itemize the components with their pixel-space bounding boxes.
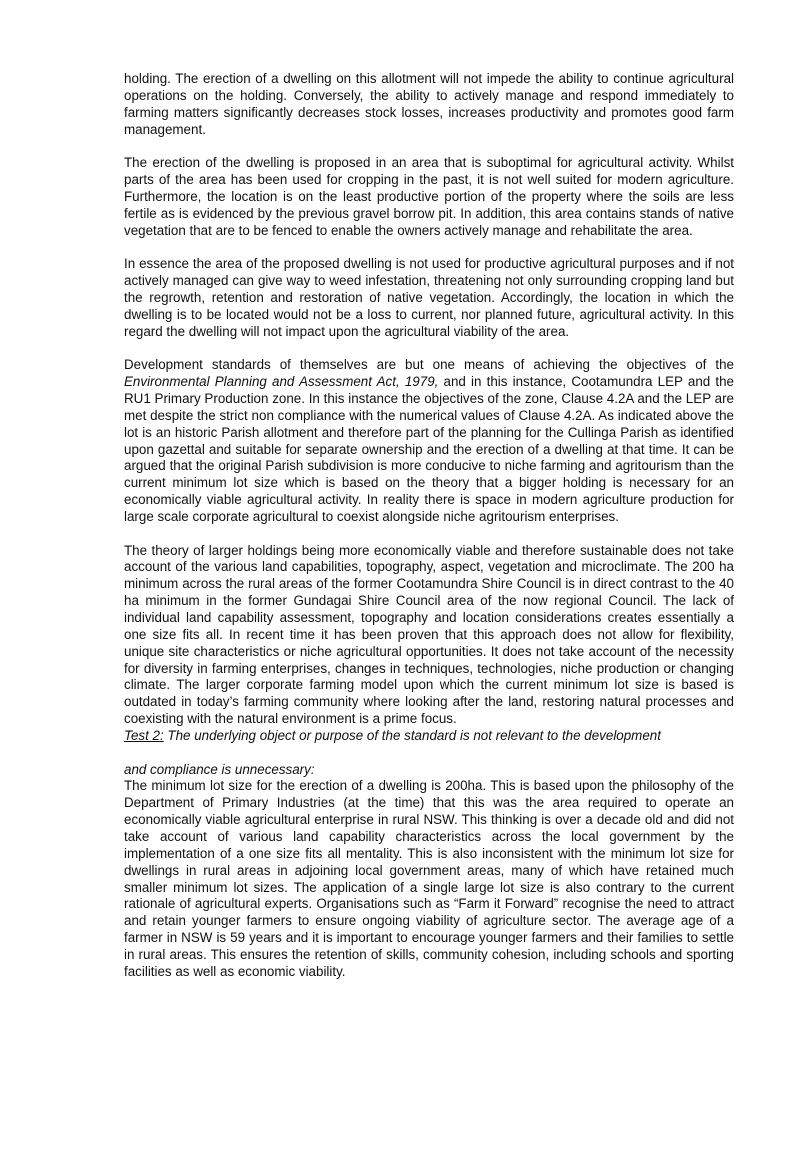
act-title: Environmental Planning and Assessment Act, 1979,	[124, 374, 439, 390]
standards-text-after: and in this instance, Cootamundra LEP and the RU1 Primary Production zone. In this instance the objectives of the zone, Clause 4.2A and the LEP are met despite the strict non compliance with the numerical values of Clause 4.2A. As indicated above the lot is an historic Parish allotment and therefore part of the planning for the Cullinga Parish as identified upon gazettal and suitable for separate ownership and the erection of a dwelling at that time. It can be argued that the original Parish subdivision is more conducive to niche farming and agritourism than the current minimum lot size which is based on the theory that a bigger holding is necessary for an economically viable agricultural activity. In reality there is space in modern agriculture production for large scale corporate agricultural to coexist alongside niche agritourism enterprises.	[124, 374, 735, 524]
paragraph-holding: holding. The erection of a dwelling on this allotment will not impede the ability to continue agricultural operations on the holding. Conversely, the ability to actively manage and respond immediately to farming matters significantly decreases stock losses, increases productivity and promotes good farm management.	[124, 71, 734, 137]
paragraph-essence: In essence the area of the proposed dwelling is not used for productive agricultural purposes and if not actively managed can give way to weed infestation, threatening not only surrounding cropping land but the regrowth, retention and restoration of native vegetation. Accordingly, the location in which the dwelling is to be located would not be a loss to current, nor planned future, agricultural activity. In this regard the dwelling will not impact upon the agricultural viability of the area.	[124, 256, 734, 339]
test-2-line-1: The underlying object or purpose of the standard is not relevant to the development	[163, 727, 661, 743]
test-2-line-2: and compliance is unnecessary:	[124, 761, 315, 777]
paragraph-development-standards	[124, 357, 734, 525]
test-2-heading	[124, 728, 734, 779]
paragraph-suboptimal: The erection of the dwelling is proposed in an area that is suboptimal for agricultural activity. Whilst parts of the area has been used for cropping in the past, it is not well suited for modern agriculture. Furthermore, the location is on the least productive portion of the property where the soils are less fertile as is evidenced by the previous gravel borrow pit. In addition, this area contains stands of native vegetation that are to be fenced to enable the owners actively manage and rehabilitate the area.	[124, 155, 734, 238]
document-page	[124, 71, 734, 981]
standards-text-before: Development standards of themselves are but one means of achieving the objectives of the	[124, 357, 734, 373]
test-2-label: Test 2:	[124, 727, 164, 743]
paragraph-theory: The theory of larger holdings being more economically viable and therefore sustainable does not take account of the various land capabilities, topography, aspect, vegetation and microclimate. The 200 ha minimum across the rural areas of the former Cootamundra Shire Council is in direct contrast to the 40 ha minimum in the former Gundagai Shire Council area of the now regional Council. The lack of individual land capability assessment, topography and location considerations creates essentially a one size fits all. In recent time it has been proven that this approach does not allow for flexibility, unique site characteristics or niche agricultural opportunities. It does not take account of the necessity for diversity in farming enterprises, changes in techniques, technologies, niche production or changing climate. The larger corporate farming model upon which the current minimum lot size is based is outdated in today’s farming community where looking after the land, restoring natural processes and coexisting with the natural environment is a prime focus.	[124, 542, 734, 727]
paragraph-minimum-lot-size: The minimum lot size for the erection of a dwelling is 200ha. This is based upon the philosophy of the Department of Primary Industries (at the time) that this was the area required to operate an economically viable agricultural enterprise in rural NSW. This thinking is over a decade old and did not take account of various land capability characteristics across the local government by the implementation of a one size fits all mentality. This is also inconsistent with the minimum lot size for dwellings in rural areas in adjoining local government areas, many of which have retained much smaller minimum lot sizes. The application of a single large lot size is also contrary to the current rationale of agricultural experts. Organisations such as “Farm it Forward” recognise the need to attract and retain younger farmers to ensure ongoing viability of agriculture sector. The average age of a farmer in NSW is 59 years and it is important to encourage younger farmers and their families to settle in rural areas. This ensures the retention of skills, community cohesion, including schools and sporting facilities as well as economic viability.	[124, 778, 734, 979]
